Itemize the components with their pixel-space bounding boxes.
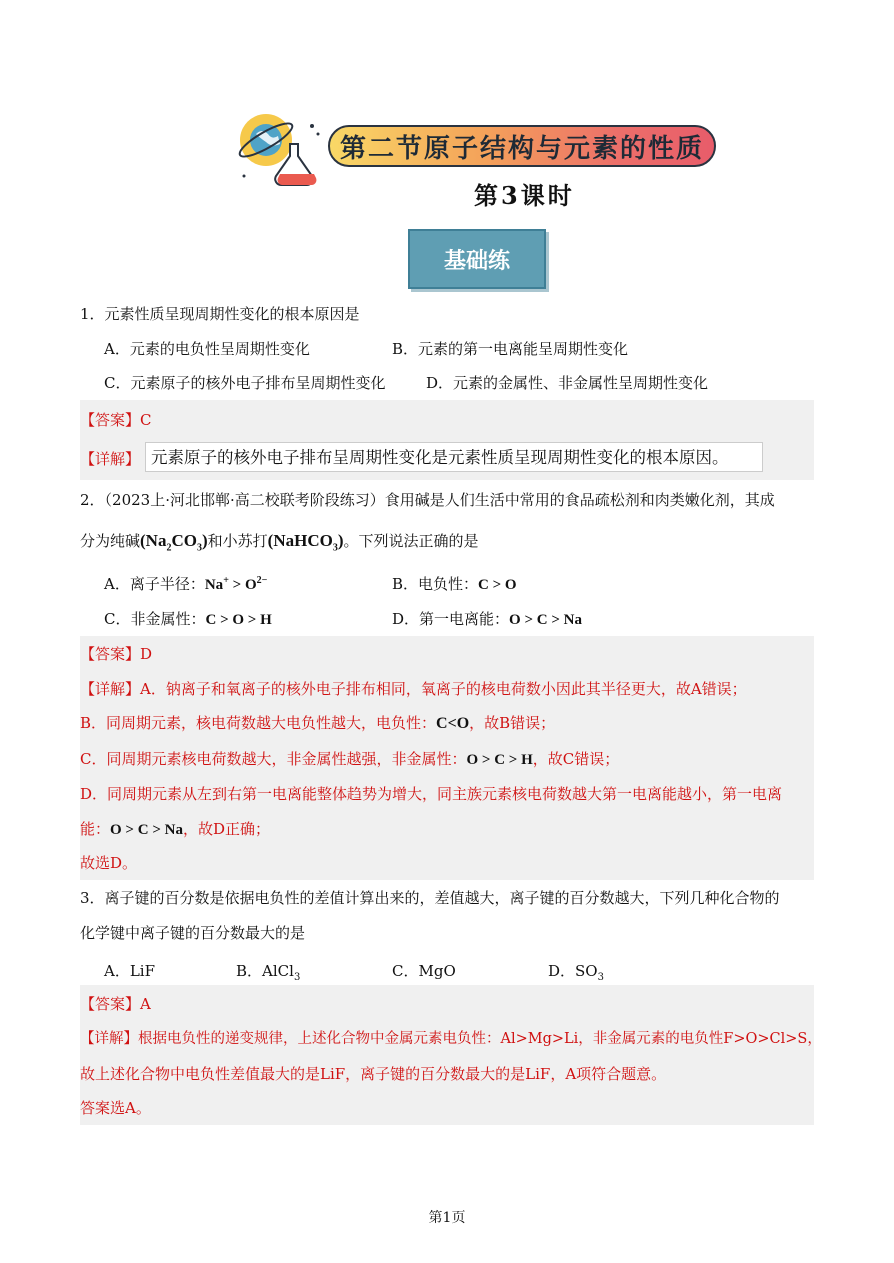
baking-soda-formula: (NaHCO$_3$): [267, 531, 344, 554]
option-a-label: A．离子半径：: [104, 575, 205, 593]
q3-detail-3: 答案选A。: [80, 1099, 151, 1117]
detail-tag: 【详解】: [80, 680, 141, 698]
q3-option-a: A．LiF: [104, 962, 155, 980]
q1-detail: [80, 448, 140, 470]
q2-stem-part1: 分为纯碱: [80, 532, 141, 550]
q2-option-b: [392, 573, 517, 594]
lesson-subtitle: 第3课时: [474, 181, 575, 210]
answer-value: C: [140, 411, 152, 429]
q2-option-c: [104, 608, 272, 629]
detail-line: B．同周期元素，核电荷数越大电负性越大，电负性：: [80, 714, 437, 732]
q2-detail-5: [80, 818, 270, 841]
detail-line: A．钠离子和氧离子的核外电子排布相同，氧离子的核电荷数小因此其半径更大，故A错误；: [140, 680, 747, 698]
q2-detail-1: [80, 678, 747, 700]
q2-stem-line1: 2．（2023上·河北邯郸·高二校联考阶段练习）食用碱是人们生活中常用的食品疏松剂和肉类嫩化剂，其成: [80, 491, 775, 509]
q3-detail-1: [80, 1028, 822, 1050]
q2-option-d: [392, 608, 582, 629]
option-a-expr: $Na^+ > O^{2-}$: [204, 575, 268, 593]
q1-option-c: C．元素原子的核外电子排布呈周期性变化: [104, 374, 386, 392]
q2-detail-3: [80, 748, 619, 771]
answer-value: D: [140, 645, 153, 663]
soda-formula: $(Na_2CO_3)$: [140, 531, 208, 554]
answer-tag: 【答案】: [80, 995, 141, 1013]
q2-stem-line2: [80, 530, 479, 559]
detail-tag: 【详解】: [80, 1031, 138, 1047]
answer-value: A: [140, 995, 151, 1013]
q2-answer: [80, 643, 152, 665]
q1-option-a: A．元素的电负性呈周期性变化: [104, 340, 310, 358]
q1-answer: [80, 409, 152, 431]
option-d-label: D．第一电离能：: [392, 610, 510, 628]
q3-answer-block: [80, 985, 814, 1125]
page-number: 第1页: [428, 1210, 466, 1226]
page-title: 第二节原子结构与元素的性质: [339, 133, 704, 164]
q3-option-d: D．$SO_3$: [548, 962, 604, 983]
detail-line: 能：: [80, 820, 111, 838]
q2-stem-part2: 和小苏打: [207, 532, 268, 550]
q3-stem-line1: 3．离子键的百分数是依据电负性的差值计算出来的，差值越大，离子键的百分数越大，下列几种化合物的: [80, 889, 780, 907]
q1-detail-text: 元素原子的核外电子排布呈周期性变化是元素性质呈现周期性变化的根本原因。: [145, 442, 763, 472]
detail-expr: O > C > H: [466, 752, 533, 768]
q2-stem-part3: 。下列说法正确的是: [343, 532, 479, 550]
q2-option-a: [104, 573, 267, 594]
detail-tag: 【详解】: [80, 450, 141, 468]
q3-detail-2: 故上述化合物中电负性差值最大的是LiF，离子键的百分数最大的是LiF，A项符合题意。: [80, 1065, 667, 1083]
q1-option-d: D．元素的金属性、非金属性呈周期性变化: [426, 374, 709, 392]
q2-detail-2: [80, 712, 555, 735]
q3-stem-line2: 化学键中离子键的百分数最大的是: [80, 924, 306, 942]
title-banner: [328, 125, 716, 167]
globe-flask-icon: [232, 110, 324, 190]
option-b-text: B．AlCl: [236, 962, 294, 980]
option-d-expr: O > C > Na: [509, 612, 582, 628]
detail-line: ，故B错误；: [469, 714, 556, 732]
q3-option-b: B．AlCl$_3$: [236, 962, 301, 983]
section-basic-practice-button[interactable]: 基础练: [408, 229, 546, 289]
detail-expr: O > C > Na: [110, 822, 183, 838]
q3-answer: [80, 993, 151, 1015]
q2-detail-6: 故选D。: [80, 854, 138, 872]
detail-line: ，故C错误；: [532, 750, 620, 768]
answer-tag: 【答案】: [80, 411, 141, 429]
option-c-label: C．非金属性：: [104, 610, 206, 628]
detail-line: 根据电负性的递变规律，上述化合物中金属元素电负性：Al>Mg>Li，非金属元素的电负性F>O>Cl>S，: [138, 1031, 822, 1047]
q1-stem: 1．元素性质呈现周期性变化的根本原因是: [80, 305, 360, 323]
q3-option-c: C．MgO: [392, 962, 456, 980]
detail-expr: C<O: [436, 715, 470, 732]
detail-line: C．同周期元素核电荷数越大，非金属性越强，非金属性：: [80, 750, 467, 768]
option-b-expr: C > O: [478, 577, 517, 593]
option-c-expr: C > O > H: [205, 612, 272, 628]
detail-line: ，故D正确；: [182, 820, 270, 838]
q2-detail-4: D．同周期元素从左到右第一电离能整体趋势为增大，同主族元素核电荷数越大第一电离能越小，第一电离: [80, 785, 783, 803]
option-d-text: D．SO: [548, 962, 598, 980]
answer-tag: 【答案】: [80, 645, 141, 663]
option-b-label: B．电负性：: [392, 575, 479, 593]
q1-option-b: B．元素的第一电离能呈周期性变化: [392, 340, 629, 358]
